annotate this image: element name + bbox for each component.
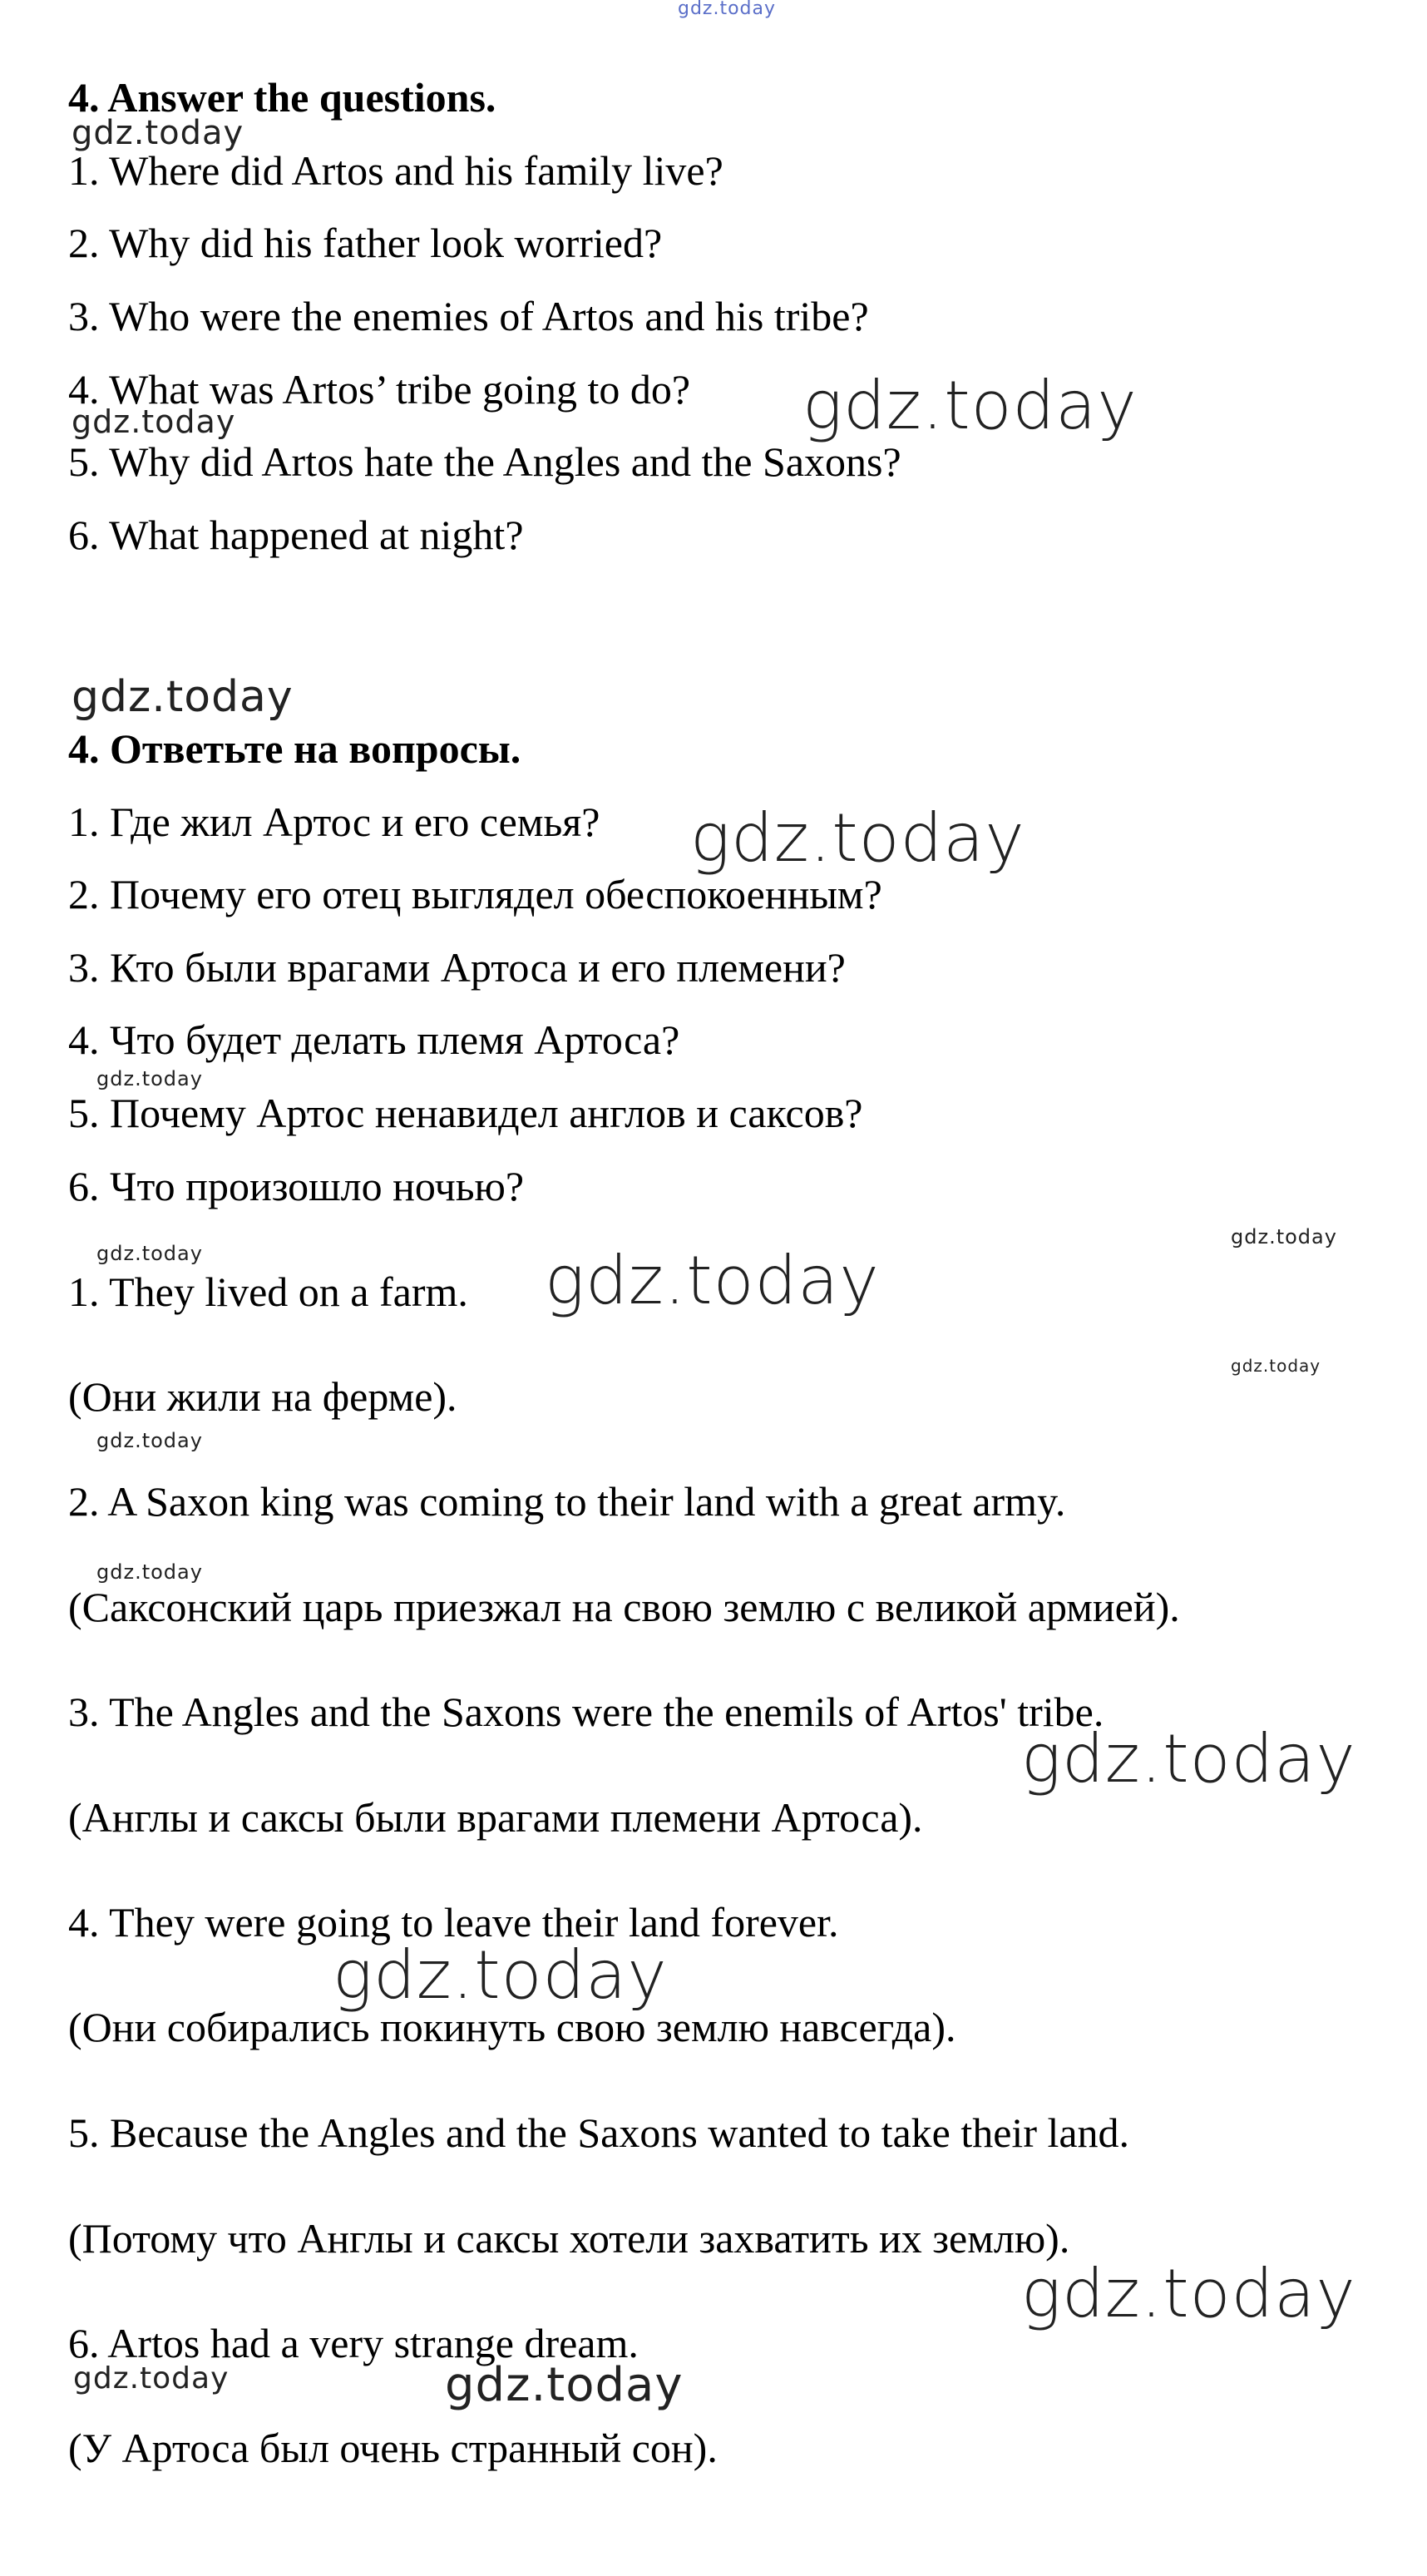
answer-english: 5. Because the Angles and the Saxons wanted to take their land.: [68, 2109, 1130, 2156]
watermark: gdz.today: [1231, 1356, 1321, 1376]
watermark: gdz.today: [690, 799, 1025, 877]
answer-russian: (Они жили на ферме).: [68, 1373, 457, 1420]
answer-russian: (Англы и саксы были врагами племени Артоса).: [68, 1794, 923, 1841]
english-question: 1. Where did Artos and his family live?: [68, 147, 723, 194]
answer-english: 2. A Saxon king was coming to their land with a great army.: [68, 1478, 1066, 1525]
answer-russian: (Потому что Англы и саксы хотели захватить их землю).: [68, 2215, 1070, 2262]
watermark: gdz.today: [678, 0, 777, 19]
watermark: gdz.today: [72, 403, 236, 440]
russian-question: 3. Кто были врагами Артоса и его племени?: [68, 944, 846, 991]
english-question: 3. Who were the enemies of Artos and his tribe?: [68, 293, 869, 339]
russian-question: 6. Что произошло ночью?: [68, 1163, 525, 1209]
russian-question: 4. Что будет делать племя Артоса?: [68, 1016, 680, 1063]
answer-russian: (Они собирались покинуть свою землю навсегда).: [68, 2004, 956, 2050]
answer-english: 4. They were going to leave their land forever.: [68, 1899, 839, 1946]
answer-english: 1. They lived on a farm.: [68, 1268, 468, 1315]
english-question: 2. Why did his father look worried?: [68, 220, 663, 266]
watermark: gdz.today: [802, 367, 1138, 444]
watermark: gdz.today: [333, 1936, 668, 2014]
russian-heading: 4. Ответьте на вопросы.: [68, 725, 521, 772]
english-question: 6. What happened at night?: [68, 512, 524, 558]
watermark: gdz.today: [96, 1560, 203, 1584]
watermark: gdz.today: [96, 1242, 203, 1265]
english-question: 5. Why did Artos hate the Angles and the Saxons?: [68, 438, 901, 485]
answer-english: 6. Artos had a very strange dream.: [68, 2320, 639, 2366]
watermark: gdz.today: [1231, 1225, 1337, 1248]
watermark: gdz.today: [445, 2358, 684, 2412]
answer-russian: (У Артоса был очень странный сон).: [68, 2425, 718, 2471]
watermark: gdz.today: [72, 114, 244, 152]
answer-russian: (Саксонский царь приезжал на свою землю с великой армией).: [68, 1584, 1180, 1630]
watermark: gdz.today: [96, 1067, 203, 1090]
answer-english: 3. The Angles and the Saxons were the enemils of Artos' tribe.: [68, 1688, 1104, 1735]
english-question: 4. What was Artos’ tribe going to do?: [68, 366, 691, 413]
watermark: gdz.today: [1021, 2255, 1356, 2332]
russian-question: 1. Где жил Артос и его семья?: [68, 799, 600, 845]
watermark: gdz.today: [1021, 1720, 1356, 1797]
watermark: gdz.today: [96, 1429, 203, 1452]
russian-question: 5. Почему Артос ненавидел англов и саксов?: [68, 1090, 863, 1136]
russian-question: 2. Почему его отец выглядел обеспокоенным?: [68, 871, 882, 917]
english-heading: 4. Answer the questions.: [68, 74, 496, 121]
watermark: gdz.today: [72, 672, 294, 722]
watermark: gdz.today: [545, 1242, 880, 1319]
watermark: gdz.today: [73, 2361, 230, 2396]
